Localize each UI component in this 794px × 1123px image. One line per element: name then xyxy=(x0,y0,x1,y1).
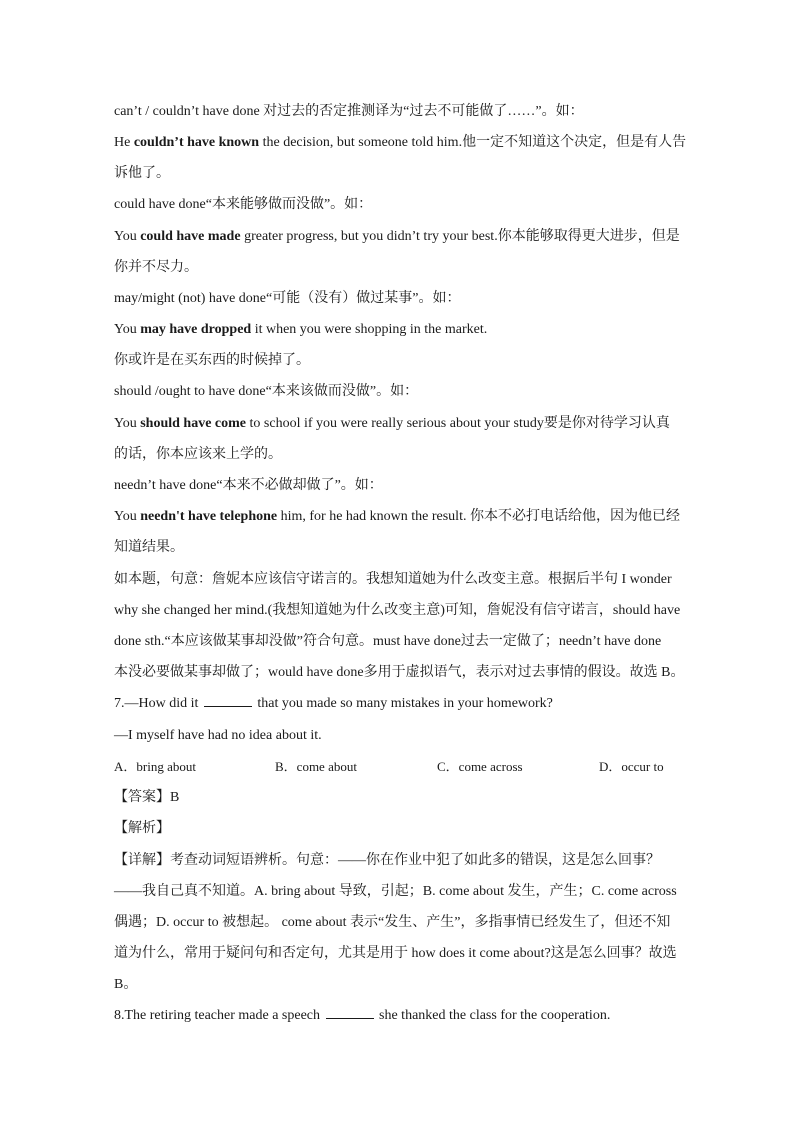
text-span: done sth.“本应该做某事却没做”符合句意。must have done过去一定做了；needn’t have done xyxy=(114,634,662,649)
answer-line xyxy=(114,788,179,808)
text-line xyxy=(114,476,383,496)
text-span: —I myself have had no idea about it. xyxy=(114,728,322,743)
text-span: 你并不尽力。 xyxy=(114,260,198,275)
bold-phrase: may have dropped xyxy=(140,322,252,337)
text-span: 本没必要做某事却做了；would have done多用于虚拟语气，表示对过去事情的假设。故选 B。 xyxy=(114,665,685,680)
analysis-heading xyxy=(114,819,170,839)
bold-phrase: couldn’t have known xyxy=(133,135,260,150)
text-span: 偶遇；D. occur to 被想起。 come about 表示“发生、产生”，多指事情已经发生了，但还不知 xyxy=(114,915,671,930)
text-span: 7.—How did it xyxy=(114,696,202,711)
text-span: may/might (not) have done“可能（没有）做过某事”。如： xyxy=(114,291,461,306)
question-7 xyxy=(114,694,553,714)
answer-blank xyxy=(204,694,252,707)
text-line xyxy=(114,289,460,309)
bold-phrase: could have made xyxy=(140,229,241,244)
text-span: should /ought to have done“本来该做而没做”。如： xyxy=(114,384,419,399)
text-line xyxy=(114,851,660,871)
text-span: it when you were shopping in the market. xyxy=(251,322,488,337)
text-span: You xyxy=(114,509,141,524)
text-span: can’t / couldn’t have done 对过去的否定推测译为“过去不可能做了……”。如： xyxy=(114,104,584,119)
text-span: him, for he had known the result. 你本不必打电话给他，因为他已经 xyxy=(277,509,680,524)
text-span: B。 xyxy=(114,977,138,992)
text-span: 你或许是在买东西的时候掉了。 xyxy=(114,353,310,368)
text-line xyxy=(114,913,670,933)
text-span: ——我自己真不知道。A. bring about 导致，引起；B. come about 发生，产生；C. come across xyxy=(114,884,677,899)
option-d: D．occur to xyxy=(599,759,664,774)
text-span: 如本题，句意：詹妮本应该信守诺言的。我想知道她为什么改变主意。根据后半句 I wonder xyxy=(114,572,672,587)
text-span: could have done“本来能够做而没做”。如： xyxy=(114,197,373,212)
text-span: she thanked the class for the cooperation. xyxy=(375,1008,611,1023)
text-line xyxy=(114,538,184,558)
text-span: 的话，你本应该来上学的。 xyxy=(114,447,282,462)
bold-phrase: should have come xyxy=(140,416,247,431)
text-span: the decision, but someone told him.他一定不知道这个决定，但是有人告 xyxy=(259,135,687,150)
text-span: 8.The retiring teacher made a speech xyxy=(114,1008,324,1023)
text-span: You xyxy=(114,416,141,431)
example-sentence xyxy=(114,133,686,153)
option-a: A．bring about xyxy=(114,759,196,774)
example-sentence xyxy=(114,320,487,340)
text-span: 诉他了。 xyxy=(114,166,170,181)
text-line xyxy=(114,195,372,215)
text-span: 道为什么，常用于疑问句和否定句，尤其是用于 how does it come about?这是怎么回事？故选 xyxy=(114,946,677,961)
option-c: C．come across xyxy=(437,759,523,774)
option-b: B．come about xyxy=(275,759,357,774)
text-span: You xyxy=(114,229,141,244)
text-line xyxy=(114,445,282,465)
text-line xyxy=(114,663,684,683)
text-span: to school if you were really serious about your study要是你对待学习认真 xyxy=(246,416,670,431)
question-8 xyxy=(114,1006,610,1026)
text-line xyxy=(114,102,584,122)
example-sentence xyxy=(114,507,680,527)
example-sentence xyxy=(114,227,680,247)
text-span: 【解析】 xyxy=(114,821,170,836)
text-span: needn’t have done“本来不必做却做了”。如： xyxy=(114,478,383,493)
text-span: You xyxy=(114,322,141,337)
text-line xyxy=(114,632,661,652)
text-span: He xyxy=(114,135,134,150)
text-line xyxy=(114,570,672,590)
question-7-reply xyxy=(114,726,322,746)
text-line xyxy=(114,601,680,621)
text-line xyxy=(114,975,137,995)
bold-phrase: needn't have telephone xyxy=(140,509,278,524)
text-span: 知道结果。 xyxy=(114,540,184,555)
text-line xyxy=(114,258,198,278)
text-span: greater progress, but you didn’t try your best.你本能够取得更大进步，但是 xyxy=(240,229,680,244)
text-span: why she changed her mind.(我想知道她为什么改变主意)可知，詹妮没有信守诺言，should have xyxy=(114,603,681,618)
answer-blank xyxy=(326,1006,374,1019)
text-line xyxy=(114,882,677,902)
text-line xyxy=(114,382,418,402)
text-line xyxy=(114,164,170,184)
text-line xyxy=(114,944,677,964)
text-span: 【答案】B xyxy=(114,790,180,805)
text-span: that you made so many mistakes in your homework? xyxy=(253,696,553,711)
text-span: 【详解】考查动词短语辨析。句意：——你在作业中犯了如此多的错误，这是怎么回事？ xyxy=(114,853,660,868)
example-sentence xyxy=(114,414,670,434)
text-line xyxy=(114,351,310,371)
